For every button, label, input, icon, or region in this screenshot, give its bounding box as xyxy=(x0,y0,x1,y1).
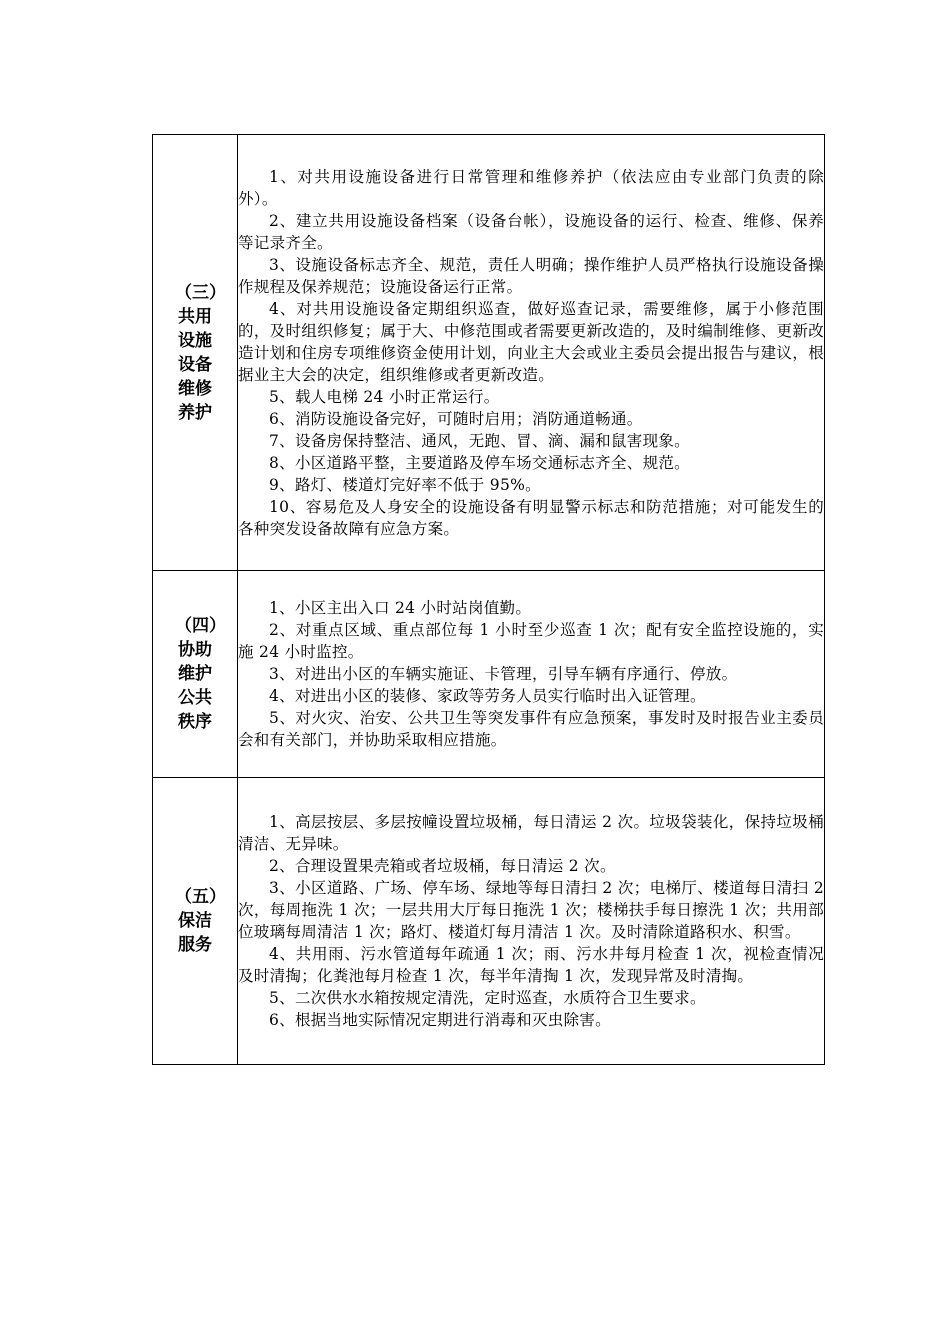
content-cell xyxy=(238,571,825,778)
list-item: 7、设备房保持整洁、通风，无跑、冒、滴、漏和鼠害现象。 xyxy=(269,431,690,450)
list-item: 3、小区道路、广场、停车场、绿地等每日清扫 2 次；电梯厅、楼道每日清扫 2 次，每周拖洗 1 次；一层共用大厅每日拖洗 1 次；楼梯扶手每日擦洗 1 次；共用部位玻璃每周清洁 1 次；路灯、楼道灯每月清洁 1 次。及时清除道路积水、积雪。 xyxy=(238,879,824,941)
category-title xyxy=(175,885,226,957)
category-name: 协助维护公共秩序 xyxy=(178,640,212,732)
section-row-cleaning xyxy=(153,778,825,1065)
content-cell xyxy=(238,778,825,1065)
content-cell xyxy=(238,135,825,571)
list-item: 6、消防设施设备完好，可随时启用；消防通道畅通。 xyxy=(269,409,643,428)
section-row-public-order xyxy=(153,571,825,778)
list-item: 4、对进出小区的装修、家政等劳务人员实行临时出入证管理。 xyxy=(269,687,706,705)
list-item: 4、对共用设施设备定期组织巡查，做好巡查记录，需要维修，属于小修范围的，及时组织修复；属于大、中修范围或者需要更新改造的，及时编制维修、更新改造计划和住房专项维修资金使用计划，向业主大会或业主委员会提出报告与建议，根据业主大会的决定，组织维修或者更新改造。 xyxy=(238,299,824,384)
list-item: 9、路灯、楼道灯完好率不低于 95%。 xyxy=(269,475,541,494)
list-item: 2、合理设置果壳箱或者垃圾桶，每日清运 2 次。 xyxy=(269,857,616,875)
list-item: 2、建立共用设施设备档案（设备台帐），设施设备的运行、检查、维修、保养等记录齐全。 xyxy=(238,211,824,252)
category-number: （五） xyxy=(175,887,226,907)
category-cell xyxy=(153,571,238,778)
list-item: 1、对共用设施设备进行日常管理和维修养护（依法应由专业部门负责的除外）。 xyxy=(238,167,824,208)
category-title xyxy=(175,281,226,425)
list-item: 1、小区主出入口 24 小时站岗值勤。 xyxy=(269,599,532,617)
list-item: 2、对重点区域、重点部位每 1 小时至少巡查 1 次；配有安全监控设施的，实施 24 小时监控。 xyxy=(238,621,824,661)
list-item: 5、载人电梯 24 小时正常运行。 xyxy=(269,387,500,406)
category-title xyxy=(175,614,226,734)
category-name: 共用设施设备维修养护 xyxy=(178,306,212,423)
category-cell xyxy=(153,135,238,571)
category-cell xyxy=(153,778,238,1065)
category-number: （四） xyxy=(175,616,226,636)
list-item: 3、对进出小区的车辆实施证、卡管理，引导车辆有序通行、停放。 xyxy=(269,665,738,683)
list-item: 5、二次供水水箱按规定清洗，定时巡查，水质符合卫生要求。 xyxy=(269,989,706,1007)
section-row-facility-maintenance xyxy=(153,135,825,571)
category-name: 保洁服务 xyxy=(178,911,212,955)
list-item: 10、容易危及人身安全的设施设备有明显警示标志和防范措施；对可能发生的各种突发设备故障有应急方案。 xyxy=(238,497,824,538)
list-item: 3、设施设备标志齐全、规范，责任人明确；操作维护人员严格执行设施设备操作规程及保养规范；设施设备运行正常。 xyxy=(238,255,824,296)
list-item: 5、对火灾、治安、公共卫生等突发事件有应急预案，事发时及时报告业主委员会和有关部门，并协助采取相应措施。 xyxy=(238,709,824,749)
service-standard-table xyxy=(152,134,825,1065)
category-number: （三） xyxy=(175,282,226,303)
list-item: 6、根据当地实际情况定期进行消毒和灭虫除害。 xyxy=(269,1011,611,1029)
list-item: 4、共用雨、污水管道每年疏通 1 次；雨、污水井每月检查 1 次，视检查情况及时清掏；化粪池每月检查 1 次，每半年清掏 1 次，发现异常及时清掏。 xyxy=(238,945,824,985)
list-item: 1、高层按层、多层按幢设置垃圾桶，每日清运 2 次。垃圾袋装化，保持垃圾桶清洁、无异味。 xyxy=(238,813,824,853)
list-item: 8、小区道路平整，主要道路及停车场交通标志齐全、规范。 xyxy=(269,453,690,472)
